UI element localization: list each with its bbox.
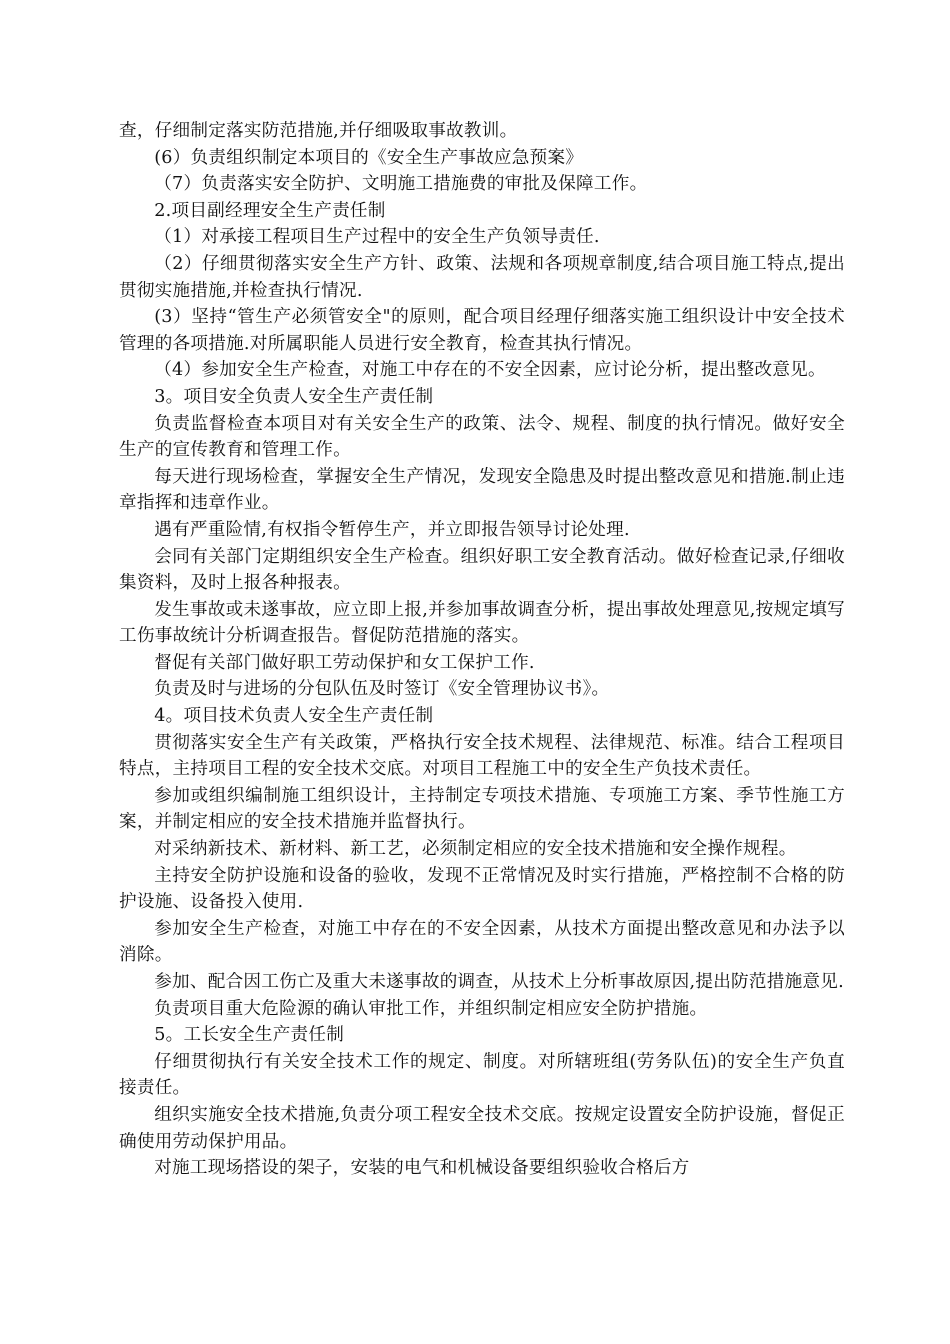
paragraph: 组织实施安全技术措施,负责分项工程安全技术交底。按规定设置安全防护设施，督促正确使用劳动保护用品。 — [119, 1104, 845, 1152]
paragraph: 查，仔细制定落实防范措施,并仔细吸取事故教训。 — [119, 121, 518, 141]
paragraph: 对采纳新技术、新材料、新工艺，必须制定相应的安全技术措施和安全操作规程。 — [154, 839, 797, 860]
paragraph: 遇有严重险情,有权指令暂停生产，并立即报告领导讨论处理. — [154, 519, 630, 540]
paragraph: 仔细贯彻执行有关安全技术工作的规定、制度。对所辖班组(劳务队伍)的安全生产负直接责任。 — [119, 1051, 845, 1099]
paragraph: 会同有关部门定期组织安全生产检查。组织好职工安全教育活动。做好检查记录,仔细收集资料，及时上报各种报表。 — [119, 546, 845, 594]
paragraph: 贯彻落实安全生产有关政策，严格执行安全技术规程、法律规范、标准。结合工程项目特点，主持项目工程的安全技术交底。对项目工程施工中的安全生产负技术责任。 — [119, 732, 845, 780]
paragraph: 负责项目重大危险源的确认审批工作，并组织制定相应安全防护措施。 — [154, 998, 708, 1019]
paragraph: 参加安全生产检查，对施工中存在的不安全因素，从技术方面提出整改意见和办法予以消除。 — [119, 918, 845, 966]
paragraph: 参加或组织编制施工组织设计，主持制定专项技术措施、专项施工方案、季节性施工方案，并制定相应的安全技术措施并监督执行。 — [119, 785, 845, 833]
paragraph: 发生事故或未遂事故，应立即上报,并参加事故调查分析，提出事故处理意见,按规定填写工伤事故统计分析调查报告。督促防范措施的落实。 — [119, 599, 845, 647]
paragraph: 对施工现场搭设的架子，安装的电气和机械设备要组织验收合格后方 — [154, 1158, 690, 1179]
paragraph: 4。项目技术负责人安全生产责任制 — [154, 706, 434, 727]
paragraph: 2.项目副经理安全生产责任制 — [154, 200, 386, 221]
paragraph: （1）对承接工程项目生产过程中的安全生产负领导责任. — [154, 227, 600, 248]
paragraph: （7）负责落实安全防护、文明施工措施费的审批及保障工作。 — [154, 174, 648, 195]
paragraph: 督促有关部门做好职工劳动保护和女工保护工作. — [154, 652, 535, 673]
paragraph: 负责及时与进场的分包队伍及时签订《安全管理协议书》。 — [154, 679, 610, 700]
paragraph: 主持安全防护设施和设备的验收，发现不正常情况及时实行措施，严格控制不合格的防护设施、设备投入使用. — [119, 865, 845, 913]
paragraph: (6）负责组织制定本项目的《安全生产事故应急预案》 — [154, 147, 584, 168]
paragraph: （2）仔细贯彻落实安全生产方针、政策、法规和各项规章制度,结合项目施工特点,提出贯彻实施措施,并检查执行情况. — [119, 253, 845, 301]
paragraph: 3。项目安全负责人安全生产责任制 — [154, 386, 434, 407]
paragraph: 负责监督检查本项目对有关安全生产的政策、法令、规程、制度的执行情况。做好安全生产的宣传教育和管理工作。 — [119, 413, 845, 461]
paragraph: 参加、配合因工伤亡及重大未遂事故的调查，从技术上分析事故原因,提出防范措施意见. — [154, 972, 844, 992]
document-body — [119, 118, 845, 1182]
paragraph: (3）坚持“管生产必须管安全"的原则，配合项目经理仔细落实施工组织设计中安全技术管理的各项措施.对所属职能人员进行安全教育，检查其执行情况。 — [119, 307, 845, 354]
paragraph: 每天进行现场检查，掌握安全生产情况，发现安全隐患及时提出整改意见和措施.制止违章指挥和违章作业。 — [119, 466, 845, 514]
paragraph: （4）参加安全生产检查，对施工中存在的不安全因素，应讨论分析，提出整改意见。 — [154, 360, 826, 381]
paragraph: 5。工长安全生产责任制 — [154, 1025, 345, 1046]
